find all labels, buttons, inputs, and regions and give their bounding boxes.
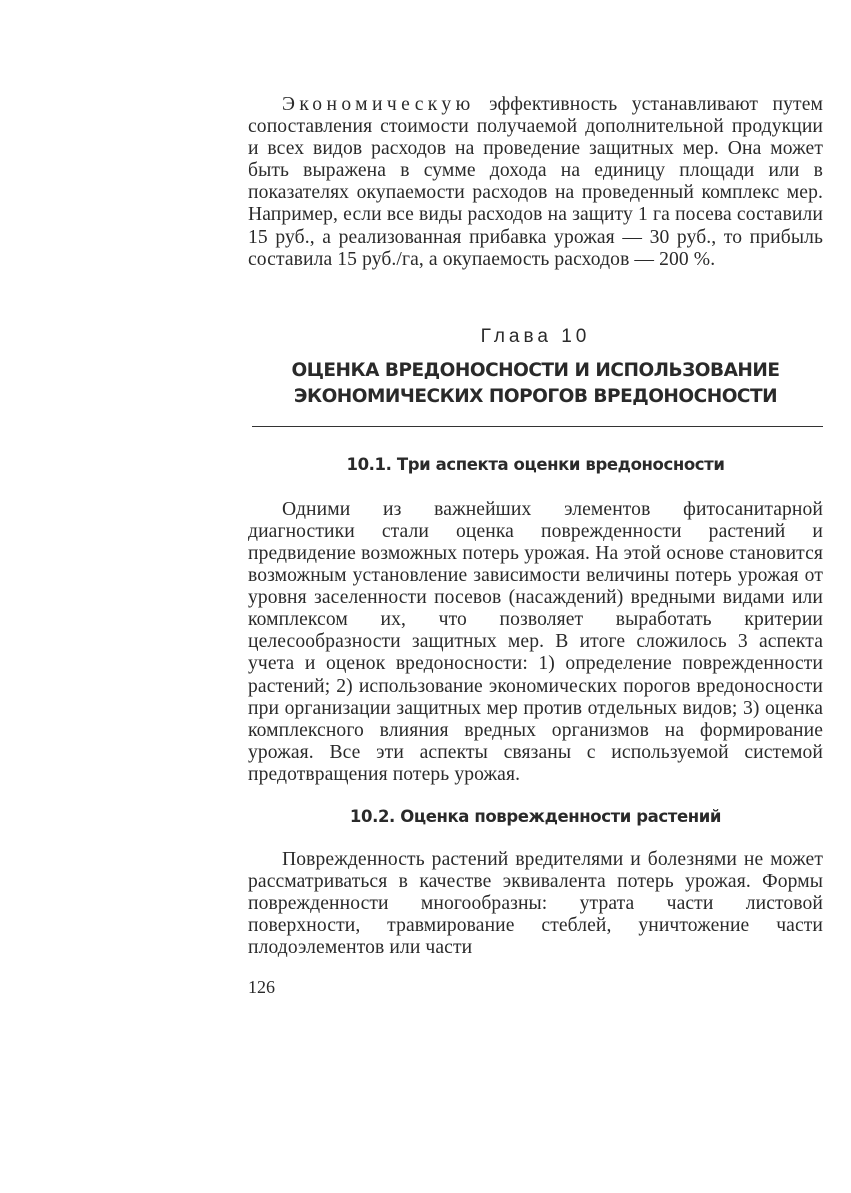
- chapter-title: [248, 358, 823, 410]
- book-page: [248, 94, 823, 999]
- page-number: 126: [248, 977, 275, 998]
- chapter-title-line2: ЭКОНОМИЧЕСКИХ ПОРОГОВ ВРЕДОНОСНОСТИ: [293, 385, 778, 407]
- chapter-label: Глава 10: [480, 325, 591, 347]
- section-1-paragraph: [248, 499, 823, 786]
- intro-paragraph: [248, 94, 823, 271]
- chapter-divider: [252, 426, 823, 427]
- section-1-text: Одними из важнейших элементов фитосанитарной диагностики стали оценка поврежденности растений и предвидение возможных потерь урожая. На этой основе становится возможным установление зависимости величины потерь урожая от уровня заселенности посевов (насаждений) вредными видами или комплексом их, что позволяет выработать критерии целесообразности защитных мер. В итоге сложилось 3 аспекта учета и оценок вредоносности: 1) определение поврежденности растений; 2) использование экономических порогов вредоносности при организации защитных мер против отдельных видов; 3) оценка комплексного влияния вредных организмов на формирование урожая. Все эти аспекты связаны с используемой системой предотвращения потерь урожая.: [248, 498, 823, 785]
- section-title-10-2: 10.2. Оценка поврежденности растений: [349, 806, 722, 826]
- intro-lead-word: Экономическую: [282, 94, 475, 115]
- section-title-10-1: 10.1. Три аспекта оценки вредоносности: [346, 454, 725, 474]
- section-2-text: Поврежденность растений вредителями и болезнями не может рассматриваться в качестве эквивалента потерь урожая. Формы поврежденности многообразны: утрата части листовой поверхности, травмирование стеблей, уничтожение части плодоэлементов или части: [248, 848, 823, 959]
- chapter-title-line1: ОЦЕНКА ВРЕДОНОСНОСТИ И ИСПОЛЬЗОВАНИЕ: [291, 359, 780, 381]
- intro-text: эффективность устанавливают путем сопоставления стоимости получаемой дополнительной продукции и всех видов расходов на проведение защитных мер. Она может быть выражена в сумме дохода на единицу площади или в показателях окупаемости расходов на проведенный комплекс мер. Например, если все виды расходов на защиту 1 га посева составили 15 руб., а реализованная прибавка урожая — 30 руб., то прибыль составила 15 руб./га, а окупаемость расходов — 200 %.: [248, 94, 823, 270]
- section-2-paragraph: [248, 849, 823, 959]
